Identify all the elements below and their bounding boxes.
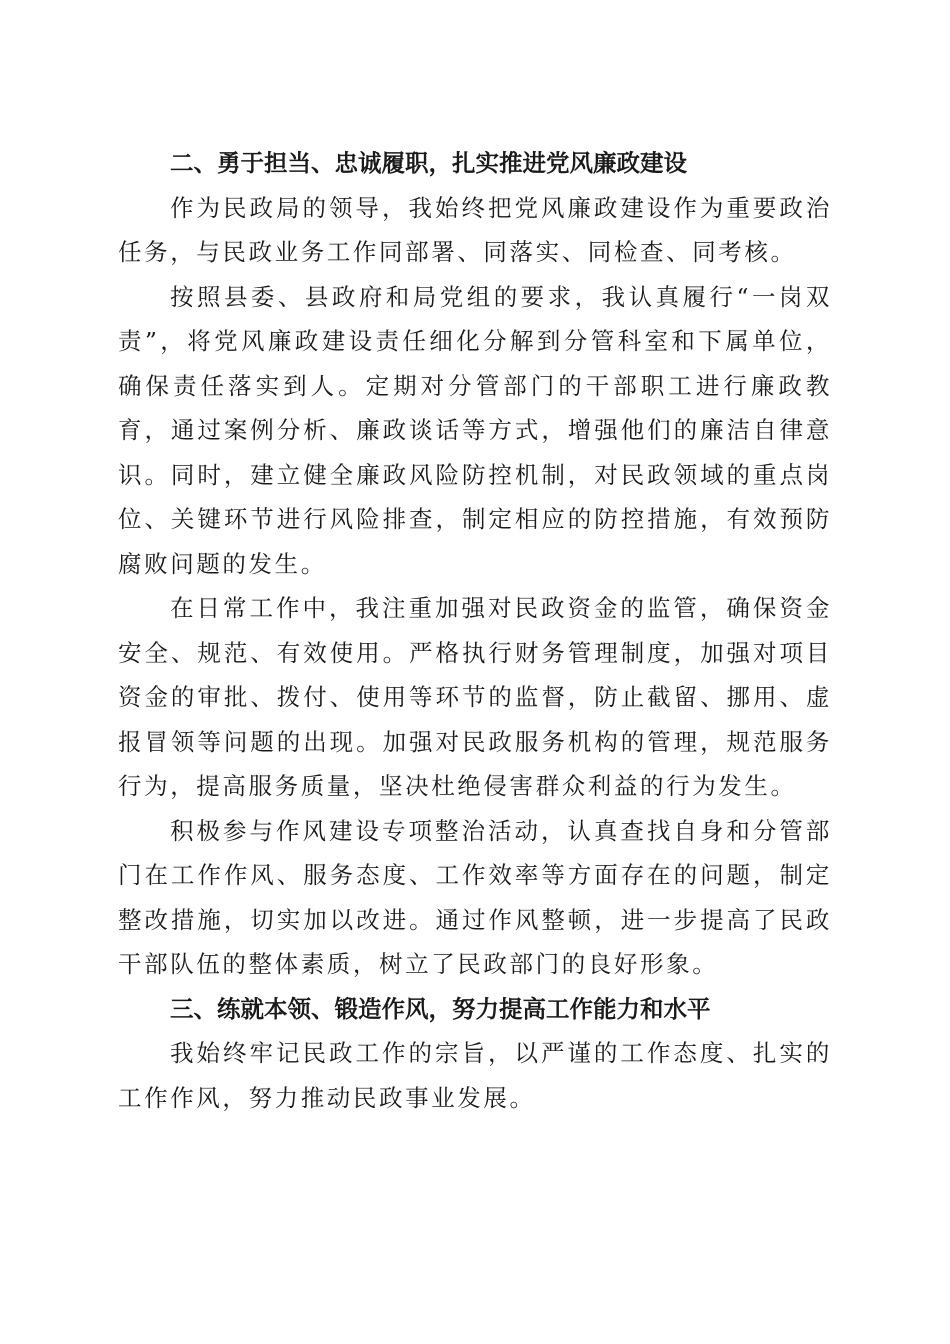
- section-heading-3: 三、练就本领、锻造作风，努力提高工作能力和水平: [170, 994, 711, 1023]
- paragraph: 在日常工作中，我注重加强对民政资金的监管，确保资金安全、规范、有效使用。严格执行财务管理制度，加强对项目资金的审批、拨付、使用等环节的监督，防止截留、挪用、虚报冒领等问题的出现。加强对民政服务机构的管理，规范服务行为，提高服务质量，坚决杜绝侵害群众利益的行为发生。: [118, 594, 832, 800]
- section-heading-2: 二、勇于担当、忠诚履职，扎实推进党风廉政建设: [170, 149, 687, 177]
- paragraph: 我始终牢记民政工作的宗旨，以严谨的工作态度、扎实的工作作风，努力推动民政事业发展。: [118, 1039, 832, 1112]
- paragraph: 作为民政局的领导，我始终把党风廉政建设作为重要政治任务，与民政业务工作同部署、同落实、同检查、同考核。: [118, 193, 832, 266]
- paragraph: 按照县委、县政府和局党组的要求，我认真履行“一岗双责”，将党风廉政建设责任细化分解到分管科室和下属单位，确保责任落实到人。定期对分管部门的干部职工进行廉政教育，通过案例分析、廉政谈话等方式，增强他们的廉洁自律意识。同时，建立健全廉政风险防控机制，对民政领域的重点岗位、关键环节进行风险排查，制定相应的防控措施，有效预防腐败问题的发生。: [118, 282, 832, 578]
- document-body: [118, 141, 832, 1120]
- paragraph: 积极参与作风建设专项整治活动，认真查找自身和分管部门在工作作风、服务态度、工作效率等方面存在的问题，制定整改措施，切实加以改进。通过作风整顿，进一步提高了民政干部队伍的整体素质，树立了民政部门的良好形象。: [118, 816, 832, 978]
